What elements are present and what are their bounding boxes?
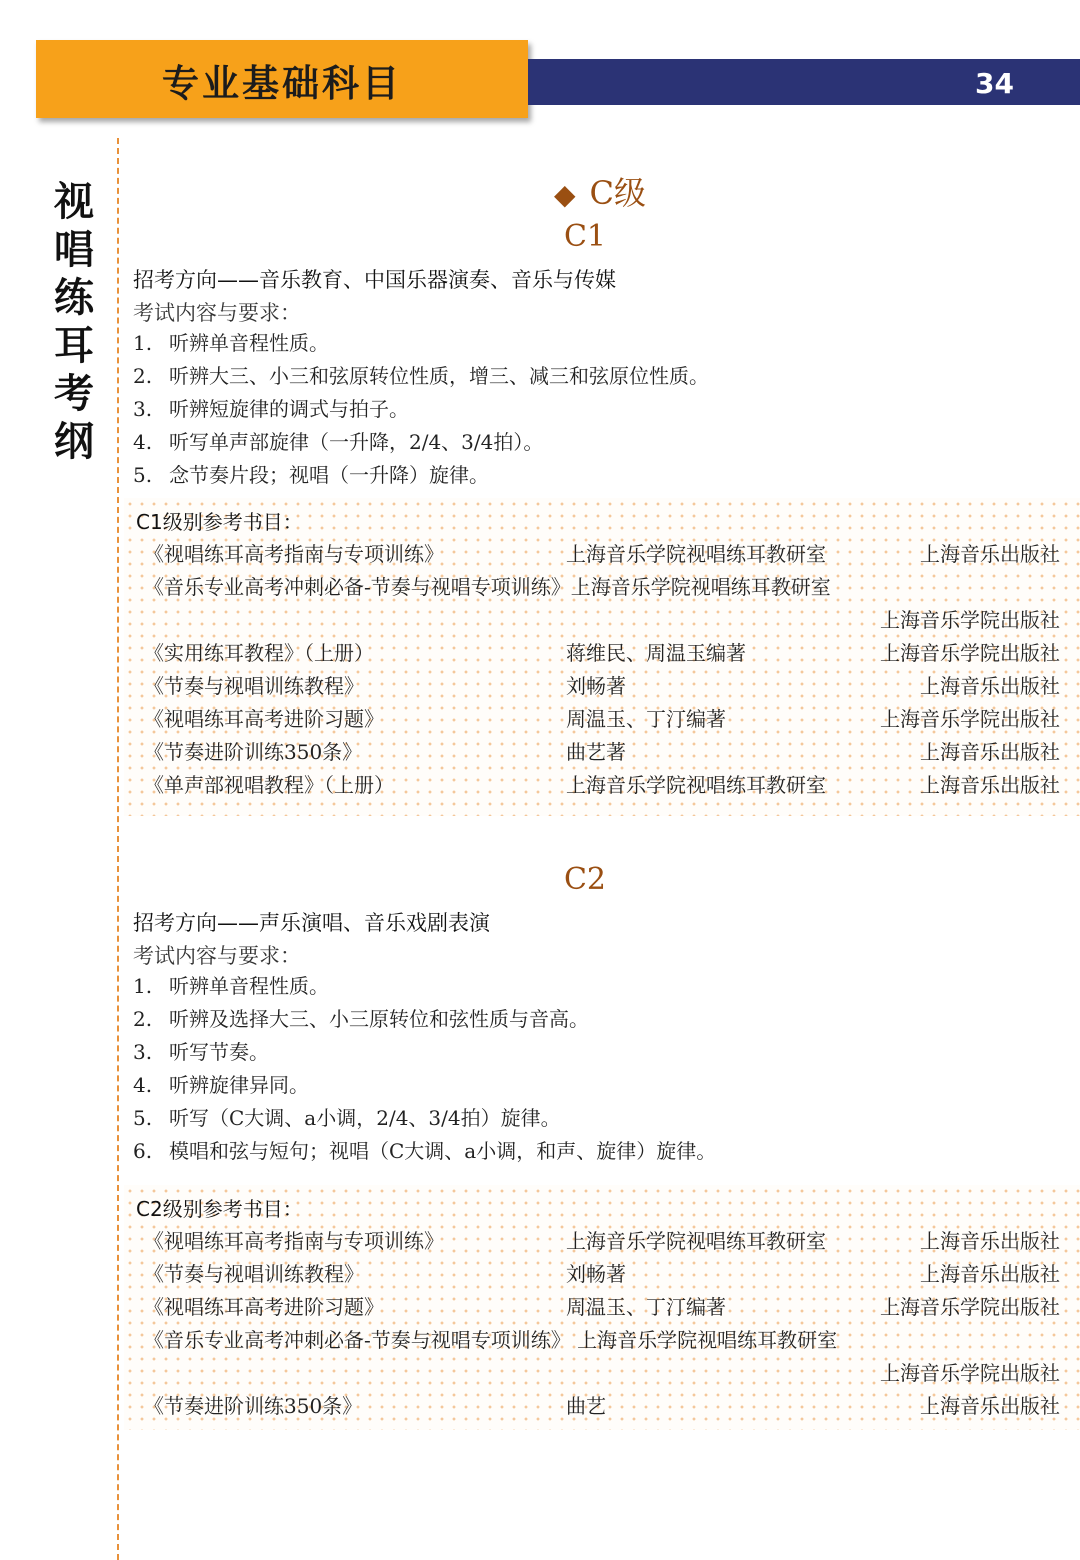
table-row: 《节奏与视唱训练教程》 刘畅著 上海音乐出版社 bbox=[144, 674, 1060, 698]
c1-requirements-list bbox=[133, 327, 709, 492]
c1-direction: 招考方向——音乐教育、中国乐器演奏、音乐与传媒 bbox=[133, 268, 616, 292]
list-item: 4. 听辨旋律异同。 bbox=[133, 1073, 309, 1097]
list-item: 2. 听辨及选择大三、小三原转位和弦性质与音高。 bbox=[133, 1007, 589, 1031]
header-bar bbox=[528, 59, 1080, 105]
c2-heading: C2 bbox=[563, 862, 607, 897]
list-item: 1. 听辨单音程性质。 bbox=[133, 974, 329, 998]
table-row: 《视唱练耳高考进阶习题》 周温玉、丁汀编著 上海音乐学院出版社 bbox=[144, 1295, 1060, 1319]
table-row: 《单声部视唱教程》（上册） 上海音乐学院视唱练耳教研室 上海音乐出版社 bbox=[144, 773, 1060, 797]
level-heading bbox=[120, 168, 1080, 214]
table-row: 上海音乐学院出版社 bbox=[880, 1361, 1060, 1385]
table-row: 《节奏与视唱训练教程》 刘畅著 上海音乐出版社 bbox=[144, 1262, 1060, 1286]
sidebar-vertical-title: 视唱练耳考纲 bbox=[54, 179, 94, 465]
list-item: 4. 听写单声部旋律（一升降，2/4、3/4拍）。 bbox=[133, 430, 544, 454]
c2-direction: 招考方向——声乐演唱、音乐戏剧表演 bbox=[133, 911, 490, 935]
c1-references-title: C1级别参考书目： bbox=[136, 510, 303, 534]
table-row: 《音乐专业高考冲刺必备-节奏与视唱专项训练》 上海音乐学院视唱练耳教研室 bbox=[144, 1328, 838, 1352]
table-row: 《视唱练耳高考指南与专项训练》 上海音乐学院视唱练耳教研室 上海音乐出版社 bbox=[144, 542, 1060, 566]
list-item: 6. 模唱和弦与短句；视唱（C大调、a小调，和声、旋律）旋律。 bbox=[133, 1139, 717, 1163]
table-row: 《视唱练耳高考进阶习题》 周温玉、丁汀编著 上海音乐学院出版社 bbox=[144, 707, 1060, 731]
list-item: 1. 听辨单音程性质。 bbox=[133, 331, 329, 355]
table-row: 《节奏进阶训练350条》 曲艺著 上海音乐出版社 bbox=[144, 740, 1060, 764]
diamond-icon: ◆ bbox=[553, 178, 576, 211]
c2-requirements-label: 考试内容与要求： bbox=[133, 944, 301, 968]
table-row: 《实用练耳教程》（上册） 蒋维民、周温玉编著 上海音乐学院出版社 bbox=[144, 641, 1060, 665]
c2-requirements-list bbox=[133, 970, 716, 1168]
sidebar-divider bbox=[117, 138, 119, 1560]
list-item: 2. 听辨大三、小三和弦原转位性质，增三、减三和弦原位性质。 bbox=[133, 364, 709, 388]
page-number: 34 bbox=[975, 67, 1014, 100]
c1-references-box bbox=[124, 498, 1080, 816]
table-row: 《音乐专业高考冲刺必备-节奏与视唱专项训练》上海音乐学院视唱练耳教研室 bbox=[144, 575, 831, 599]
c2-references-title: C2级别参考书目： bbox=[136, 1197, 303, 1221]
list-item: 3. 听辨短旋律的调式与拍子。 bbox=[133, 397, 409, 421]
table-row: 上海音乐学院出版社 bbox=[880, 608, 1060, 632]
table-row: 《节奏进阶训练350条》 曲艺 上海音乐出版社 bbox=[144, 1394, 1060, 1418]
list-item: 5. 听写（C大调、a小调，2/4、3/4拍）旋律。 bbox=[133, 1106, 561, 1130]
list-item: 5. 念节奏片段；视唱（一升降）旋律。 bbox=[133, 463, 489, 487]
header-banner bbox=[36, 40, 528, 118]
header-title: 专业基础科目 bbox=[162, 62, 402, 105]
table-row: 《视唱练耳高考指南与专项训练》 上海音乐学院视唱练耳教研室 上海音乐出版社 bbox=[144, 1229, 1060, 1253]
c2-references-box bbox=[124, 1185, 1080, 1430]
level-title: C级 bbox=[589, 174, 647, 212]
c1-requirements-label: 考试内容与要求： bbox=[133, 301, 301, 325]
list-item: 3. 听写节奏。 bbox=[133, 1040, 269, 1064]
c1-heading: C1 bbox=[563, 219, 607, 254]
